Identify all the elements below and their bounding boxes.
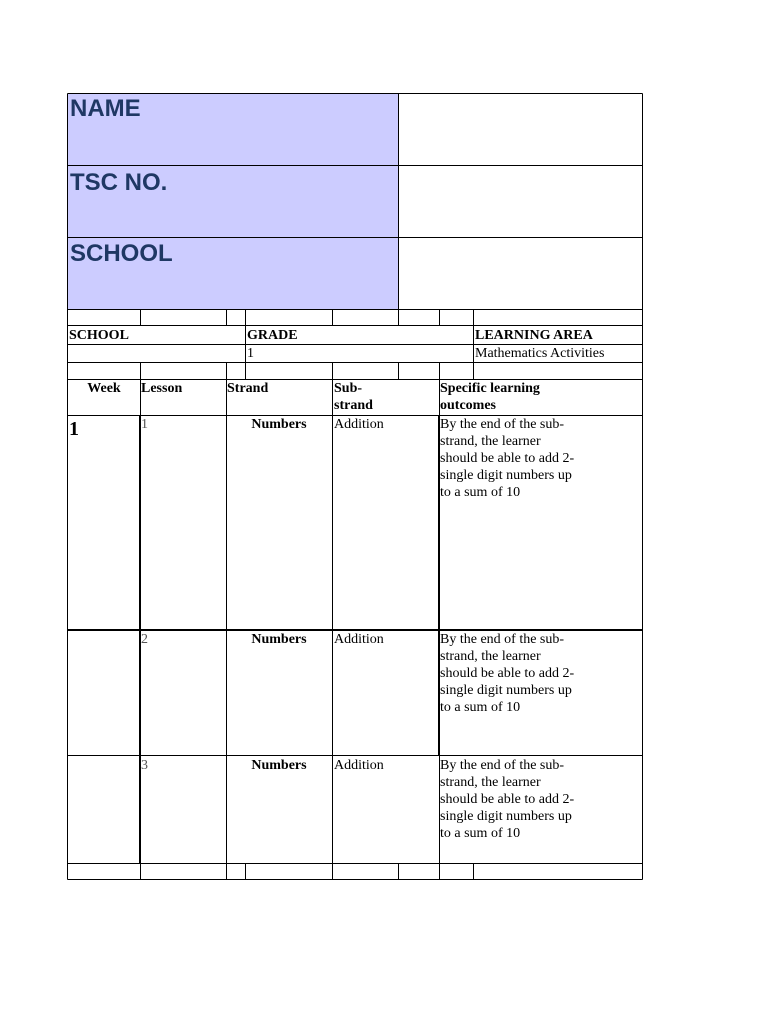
table-row-2-sub-strand: Addition (334, 632, 384, 647)
info-school-header: SCHOOL (69, 328, 129, 343)
table-row-3-outcome: By the end of the sub-strand, the learner should be able to add 2-single digit numbers up to a sum of 10 (440, 758, 575, 841)
info-grade-header: GRADE (247, 328, 298, 343)
name-label: NAME (70, 95, 141, 122)
table-row-2-lesson: 2 (141, 632, 148, 647)
school-label: SCHOOL (70, 240, 173, 267)
table-row-3-strand: Numbers (251, 758, 307, 773)
info-learning-area-value: Mathematics Activities (475, 346, 605, 361)
school-value-cell[interactable] (399, 238, 642, 309)
table-row-2-strand: Numbers (251, 632, 307, 647)
table-row-3-sub-strand: Addition (334, 758, 384, 773)
table-row-1-lesson: 1 (141, 417, 148, 432)
info-learning-area-header: LEARNING AREA (475, 328, 593, 343)
col-header-strand: Strand (227, 381, 269, 396)
col-header-sub-strand: Sub-strand (334, 381, 373, 413)
col-header-specific-learning-outcomes: Specific learning outcomes (440, 381, 540, 413)
table-row-1-outcome: By the end of the sub-strand, the learner should be able to add 2-single digit numbers up to a sum of 10 (440, 417, 575, 500)
table-row-1-week: 1 (69, 418, 79, 440)
name-value-cell[interactable] (399, 94, 642, 165)
tsc-number-value-cell[interactable] (399, 166, 642, 237)
table-row-1-sub-strand: Addition (334, 417, 384, 432)
table-row-3-lesson: 3 (141, 758, 148, 773)
tsc-number-label: TSC NO. (70, 169, 168, 196)
table-row-1-strand: Numbers (251, 417, 307, 432)
info-grade-value: 1 (247, 346, 254, 361)
table-row-2-outcome: By the end of the sub-strand, the learner should be able to add 2-single digit numbers up to a sum of 10 (440, 632, 575, 715)
col-header-week: Week (87, 381, 121, 396)
col-header-lesson: Lesson (141, 381, 183, 396)
